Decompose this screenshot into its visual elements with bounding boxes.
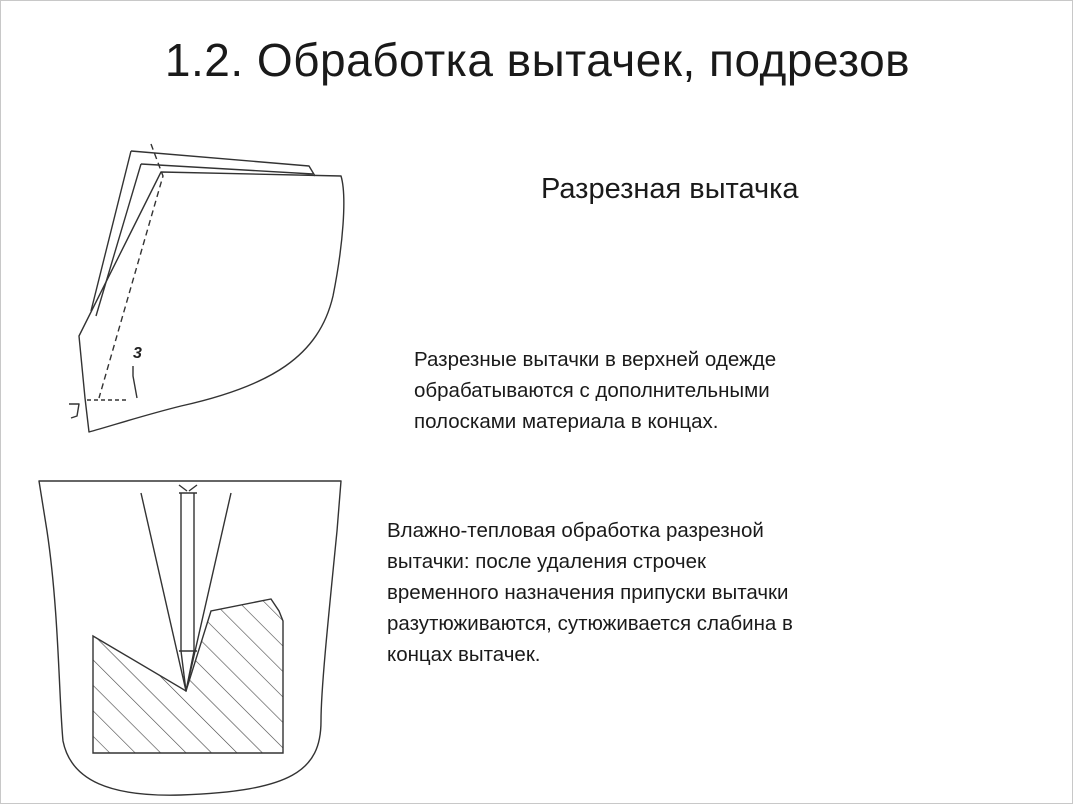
label-leader-line: [133, 366, 137, 398]
figure-label-3: 3: [133, 345, 142, 362]
dart-center-fold: [181, 493, 194, 691]
cut-dart-strip-illustration: [51, 136, 371, 446]
strip-middle-side: [96, 164, 141, 316]
slide-subtitle: Разрезная вытачка: [541, 173, 799, 205]
strip-back-edge: [91, 151, 131, 311]
fabric-piece-outline: [79, 172, 344, 432]
bottom-bracket-mark: [69, 404, 79, 418]
description-paragraph-2: Влажно-тепловая обработка разрезной вытачки: после удаления строчек временного назначения припуски вытачки разутюживаются, сутюживается слабина в концах вытачек.: [387, 519, 793, 666]
slide-title: 1.2. Обработка вытачек, подрезов: [164, 34, 911, 86]
dart-top-marks: [179, 485, 197, 491]
pressing-block-hatched: [93, 599, 283, 753]
description-paragraph-1: Разрезные вытачки в верхней одежде обрабатываются с дополнительными полосками материала в концах.: [414, 348, 777, 433]
dart-ironing-illustration: [31, 471, 351, 791]
